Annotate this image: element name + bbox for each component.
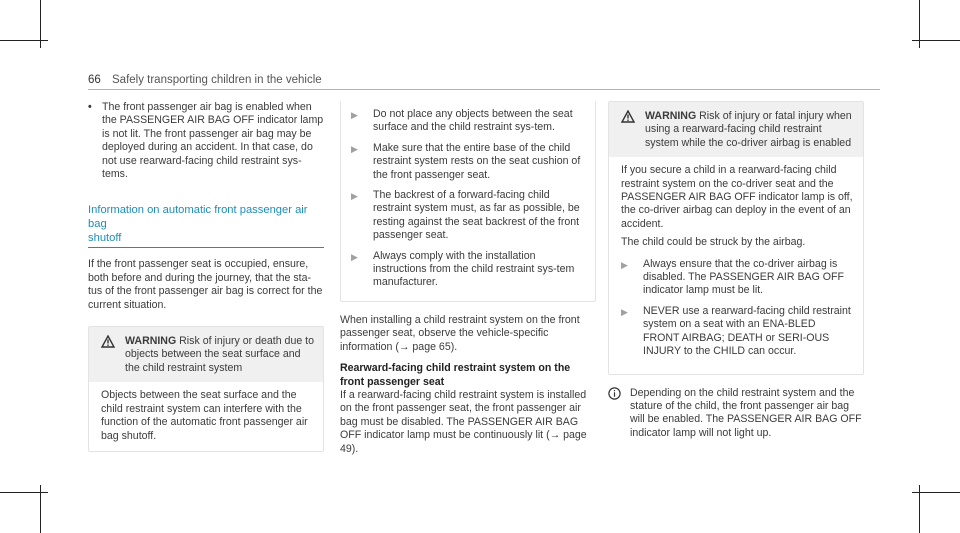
crop-mark [912,40,960,41]
arrow-bullet-icon: ▶ [351,110,358,120]
arrow-bullet-icon: ▶ [621,259,628,270]
warning-body [89,382,323,451]
info-text: Depending on the child restraint system and the stature of the child, the front passenger air bag will be enabled. The PASSENGER AIR BAG OFF indicator lamp will not light up. [630,386,862,439]
arrow-bullet-icon: ▶ [351,251,358,262]
section-title: Safely transporting children in the vehicle [112,74,322,86]
warning-body-text: The child could be struck by the airbag. [621,236,806,249]
arrow-bullet-icon: ▶ [351,143,358,154]
step-text: The backrest of a forward-facing child restraint system must, as far as possible, be resting against the seat backrest of the front passenger seat. [373,189,580,242]
step-text: Make sure that the entire base of the child restraint system rests on the seat cushion of the front passenger seat. [373,141,581,181]
page-number: 66 [88,74,101,86]
warning-title [125,335,315,375]
heading-rule [88,247,324,248]
warning-label: WARNING [645,110,697,122]
subheading: Rearward-facing child restraint system on the front passenger seat [340,362,571,388]
instruction-box [340,101,596,302]
section-heading [88,203,324,248]
arrow-bullet-icon: ▶ [621,306,628,317]
paragraph: If the front passenger seat is occupied, ensure, both before and during the journey, that the sta-tus of the front passenger air bag is correct for the current situation. [88,258,323,311]
warning-box [608,101,864,375]
step-text: Always comply with the installation instructions from the child restraint sys-tem manufacturer. [373,249,575,289]
warning-triangle-icon [101,335,117,375]
list-item [351,108,585,135]
list-item [621,258,853,298]
crop-mark [0,40,48,41]
paragraph: If a rearward-facing child restraint system is installed on the front passenger seat, the front passenger air bag must be disabled. The PASSENGER AIR BAG OFF indicator lamp must be continuously lit (→ page 49). [340,388,587,455]
header-rule [88,89,880,90]
crop-mark [912,492,960,493]
list-item [351,142,585,182]
bullet-text: The front passenger air bag is enabled when the PASSENGER AIR BAG OFF indicator lamp is not lit. The front passenger air bag may be deployed during an accident. In that case, do not use rearward-facing child restraint sys-tems. [102,101,324,181]
warning-header [89,327,323,382]
arrow-bullet-icon: ▶ [351,191,358,202]
step-text: NEVER use a rearward-facing child restraint system on a seat with an ENA-BLED FRONT AIRBAG; DEATH or SERI-OUS INJURY to the CHILD can occur. [643,304,851,358]
step-text: Do not place any objects between the seat surface and the child restraint sys-tem. [373,108,573,134]
list-item [351,250,585,290]
warning-title-text: Risk of injury or death due to objects between the seat surface and the child restraint system [125,335,315,374]
info-note [608,387,864,441]
warning-box [88,326,324,452]
info-icon [608,387,630,441]
list-item [351,189,585,243]
warning-header [609,102,863,157]
bullet-icon: • [88,101,92,113]
column-right [608,101,864,440]
step-text: Always ensure that the co-driver airbag is disabled. The PASSENGER AIR BAG OFF indicator lamp must be lit. [643,257,844,297]
list-item [88,101,324,181]
warning-label: WARNING [125,335,177,348]
list-item [621,305,853,359]
crop-mark [0,492,48,493]
warning-body-text: Objects between the seat surface and the child restraint system can interfere with the function of the automatic front passenger air bag shutoff. [101,389,308,442]
warning-body-text: If you secure a child in a rearward-facing child restraint system on the co-driver seat and the PASSENGER AIR BAG OFF indicator lamp is off, the co-driver airbag can deploy in the event of an accident. [621,164,853,230]
heading-line: Information on automatic front passenger air bag [88,204,308,231]
warning-triangle-icon [621,110,637,150]
heading-line: shutoff [88,232,122,245]
warning-title-text: Risk of injury or fatal injury when using a rearward-facing child restraint system while the co-driver airbag is enabled [645,110,852,149]
warning-title [645,110,855,150]
column-left [88,101,324,452]
warning-body [609,157,863,373]
paragraph: When installing a child restraint system on the front passenger seat, observe the vehicle-specific information (→ page 65). [340,313,580,353]
column-middle [340,101,596,456]
